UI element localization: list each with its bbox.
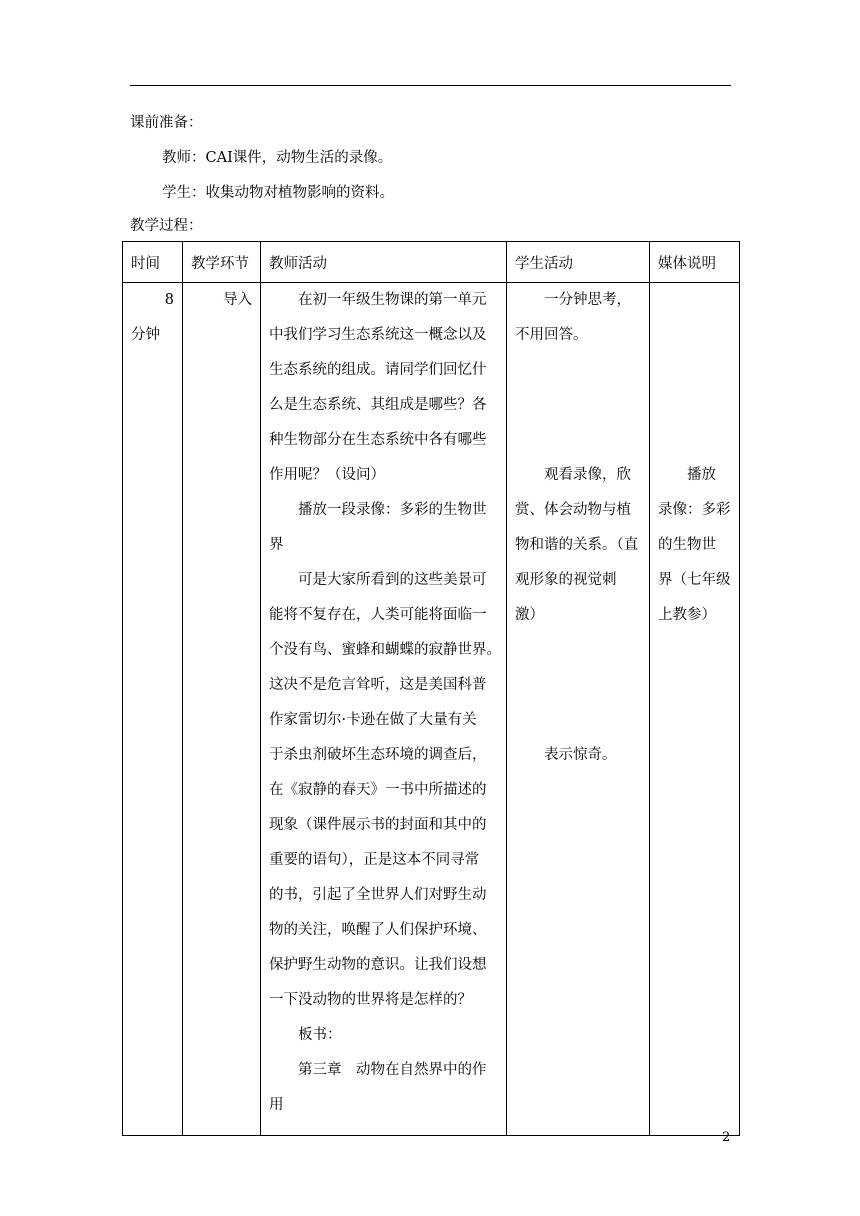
teacher-activity-line: 板书： — [269, 1027, 342, 1043]
media-note-line: 的生物世 — [658, 537, 716, 553]
teacher-activity-line: 生态系统的组成。请同学们回忆什 — [269, 362, 487, 378]
teacher-activity-cell — [261, 283, 507, 1136]
spacer — [658, 318, 731, 353]
teacher-activity-line: 用 — [269, 1097, 284, 1113]
time-value: 8 — [164, 292, 174, 308]
student-activity-line: 激） — [515, 607, 544, 623]
teacher-activity-line: 在《寂静的春天》一书中所描述的 — [269, 782, 487, 798]
student-activity-line — [515, 633, 641, 668]
teacher-activity-line: 保护野生动物的意识。让我们设想 — [269, 957, 487, 973]
student-activity-line — [515, 388, 641, 423]
media-note-line: 播放 — [658, 467, 716, 483]
teacher-activity-line: 界 — [269, 537, 284, 553]
page-number: 2 — [722, 1130, 731, 1145]
table-header-row — [123, 242, 740, 283]
student-activity-line: 表示惊奇。 — [515, 747, 617, 763]
stage-label: 导入 — [223, 292, 252, 308]
header-time: 时间 — [123, 242, 183, 283]
teacher-activity-line: 物的关注，唤醒了人们保护环境、 — [269, 922, 487, 938]
teacher-activity-line: 的书，引起了全世界人们对野生动 — [269, 887, 487, 903]
teacher-activity-line: 重要的语句），正是这本不同寻常 — [269, 852, 480, 868]
media-note-line: 录像：多彩 — [658, 502, 731, 518]
teacher-activity-line: 中我们学习生态系统这一概念以及 — [269, 327, 487, 343]
teacher-activity-line: 种生物部分在生态系统中各有哪些 — [269, 432, 487, 448]
student-activity-line — [515, 423, 641, 458]
time-unit: 分钟 — [131, 327, 160, 343]
spacer — [658, 423, 731, 458]
teacher-activity-line: 个没有鸟、蜜蜂和蝴蝶的寂静世界。 — [269, 642, 501, 658]
student-activity-line: 观形象的视觉刺 — [515, 572, 617, 588]
header-student-activity: 学生活动 — [507, 242, 650, 283]
teacher-activity-line: 于杀虫剂破坏生态环境的调查后， — [269, 747, 487, 763]
student-activity-line: 观看录像，欣 — [515, 467, 631, 483]
student-activity-line: 物和谐的关系。（直 — [515, 537, 639, 553]
teacher-activity-line: 在初一年级生物课的第一单元 — [269, 292, 487, 308]
student-activity-line: 不用回答。 — [515, 327, 588, 343]
student-activity-line: 赏、体会动物与植 — [515, 502, 631, 518]
teacher-activity-line: 么是生态系统、其组成是哪些？各 — [269, 397, 487, 413]
student-activity-line — [515, 353, 641, 388]
stage-cell — [183, 283, 261, 1136]
prep-heading: 课前准备： — [130, 115, 203, 131]
time-cell — [123, 283, 183, 1136]
teacher-activity-line: 作用呢？（设问） — [269, 467, 385, 483]
teacher-activity-line: 这决不是危言耸听，这是美国科普 — [269, 677, 487, 693]
header-stage: 教学环节 — [183, 242, 261, 283]
teacher-activity-line: 现象（课件展示书的封面和其中的 — [269, 817, 487, 833]
media-note-line: 界（七年级 — [658, 572, 731, 588]
student-activity-line — [515, 668, 641, 703]
student-activity-cell — [507, 283, 650, 1136]
spacer — [658, 388, 731, 423]
lesson-table — [122, 241, 740, 1136]
teacher-activity-line: 一下没动物的世界将是怎样的？ — [269, 992, 472, 1008]
student-activity-line: 一分钟思考， — [515, 292, 631, 308]
teacher-activity-line: 能将不复存在，人类可能将面临一 — [269, 607, 487, 623]
media-cell — [650, 283, 740, 1136]
teacher-activity-line: 作家雷切尔·卡逊在做了大量有关 — [269, 712, 477, 728]
teacher-activity-line: 播放一段录像：多彩的生物世 — [269, 502, 487, 518]
media-note-line: 上教参） — [658, 607, 716, 623]
process-heading: 教学过程： — [130, 218, 203, 234]
table-row — [123, 283, 740, 1136]
prep-teacher: 教师：CAI课件，动物生活的录像。 — [162, 150, 393, 166]
prep-student: 学生：收集动物对植物影响的资料。 — [162, 185, 394, 201]
teacher-activity-line: 可是大家所看到的这些美景可 — [269, 572, 487, 588]
spacer — [658, 283, 731, 318]
student-activity-line — [515, 703, 641, 738]
teacher-activity-line: 第三章 动物在自然界中的作 — [269, 1062, 487, 1078]
header-media: 媒体说明 — [650, 242, 740, 283]
header-rule — [130, 85, 731, 86]
spacer — [658, 353, 731, 388]
header-teacher-activity: 教师活动 — [261, 242, 507, 283]
